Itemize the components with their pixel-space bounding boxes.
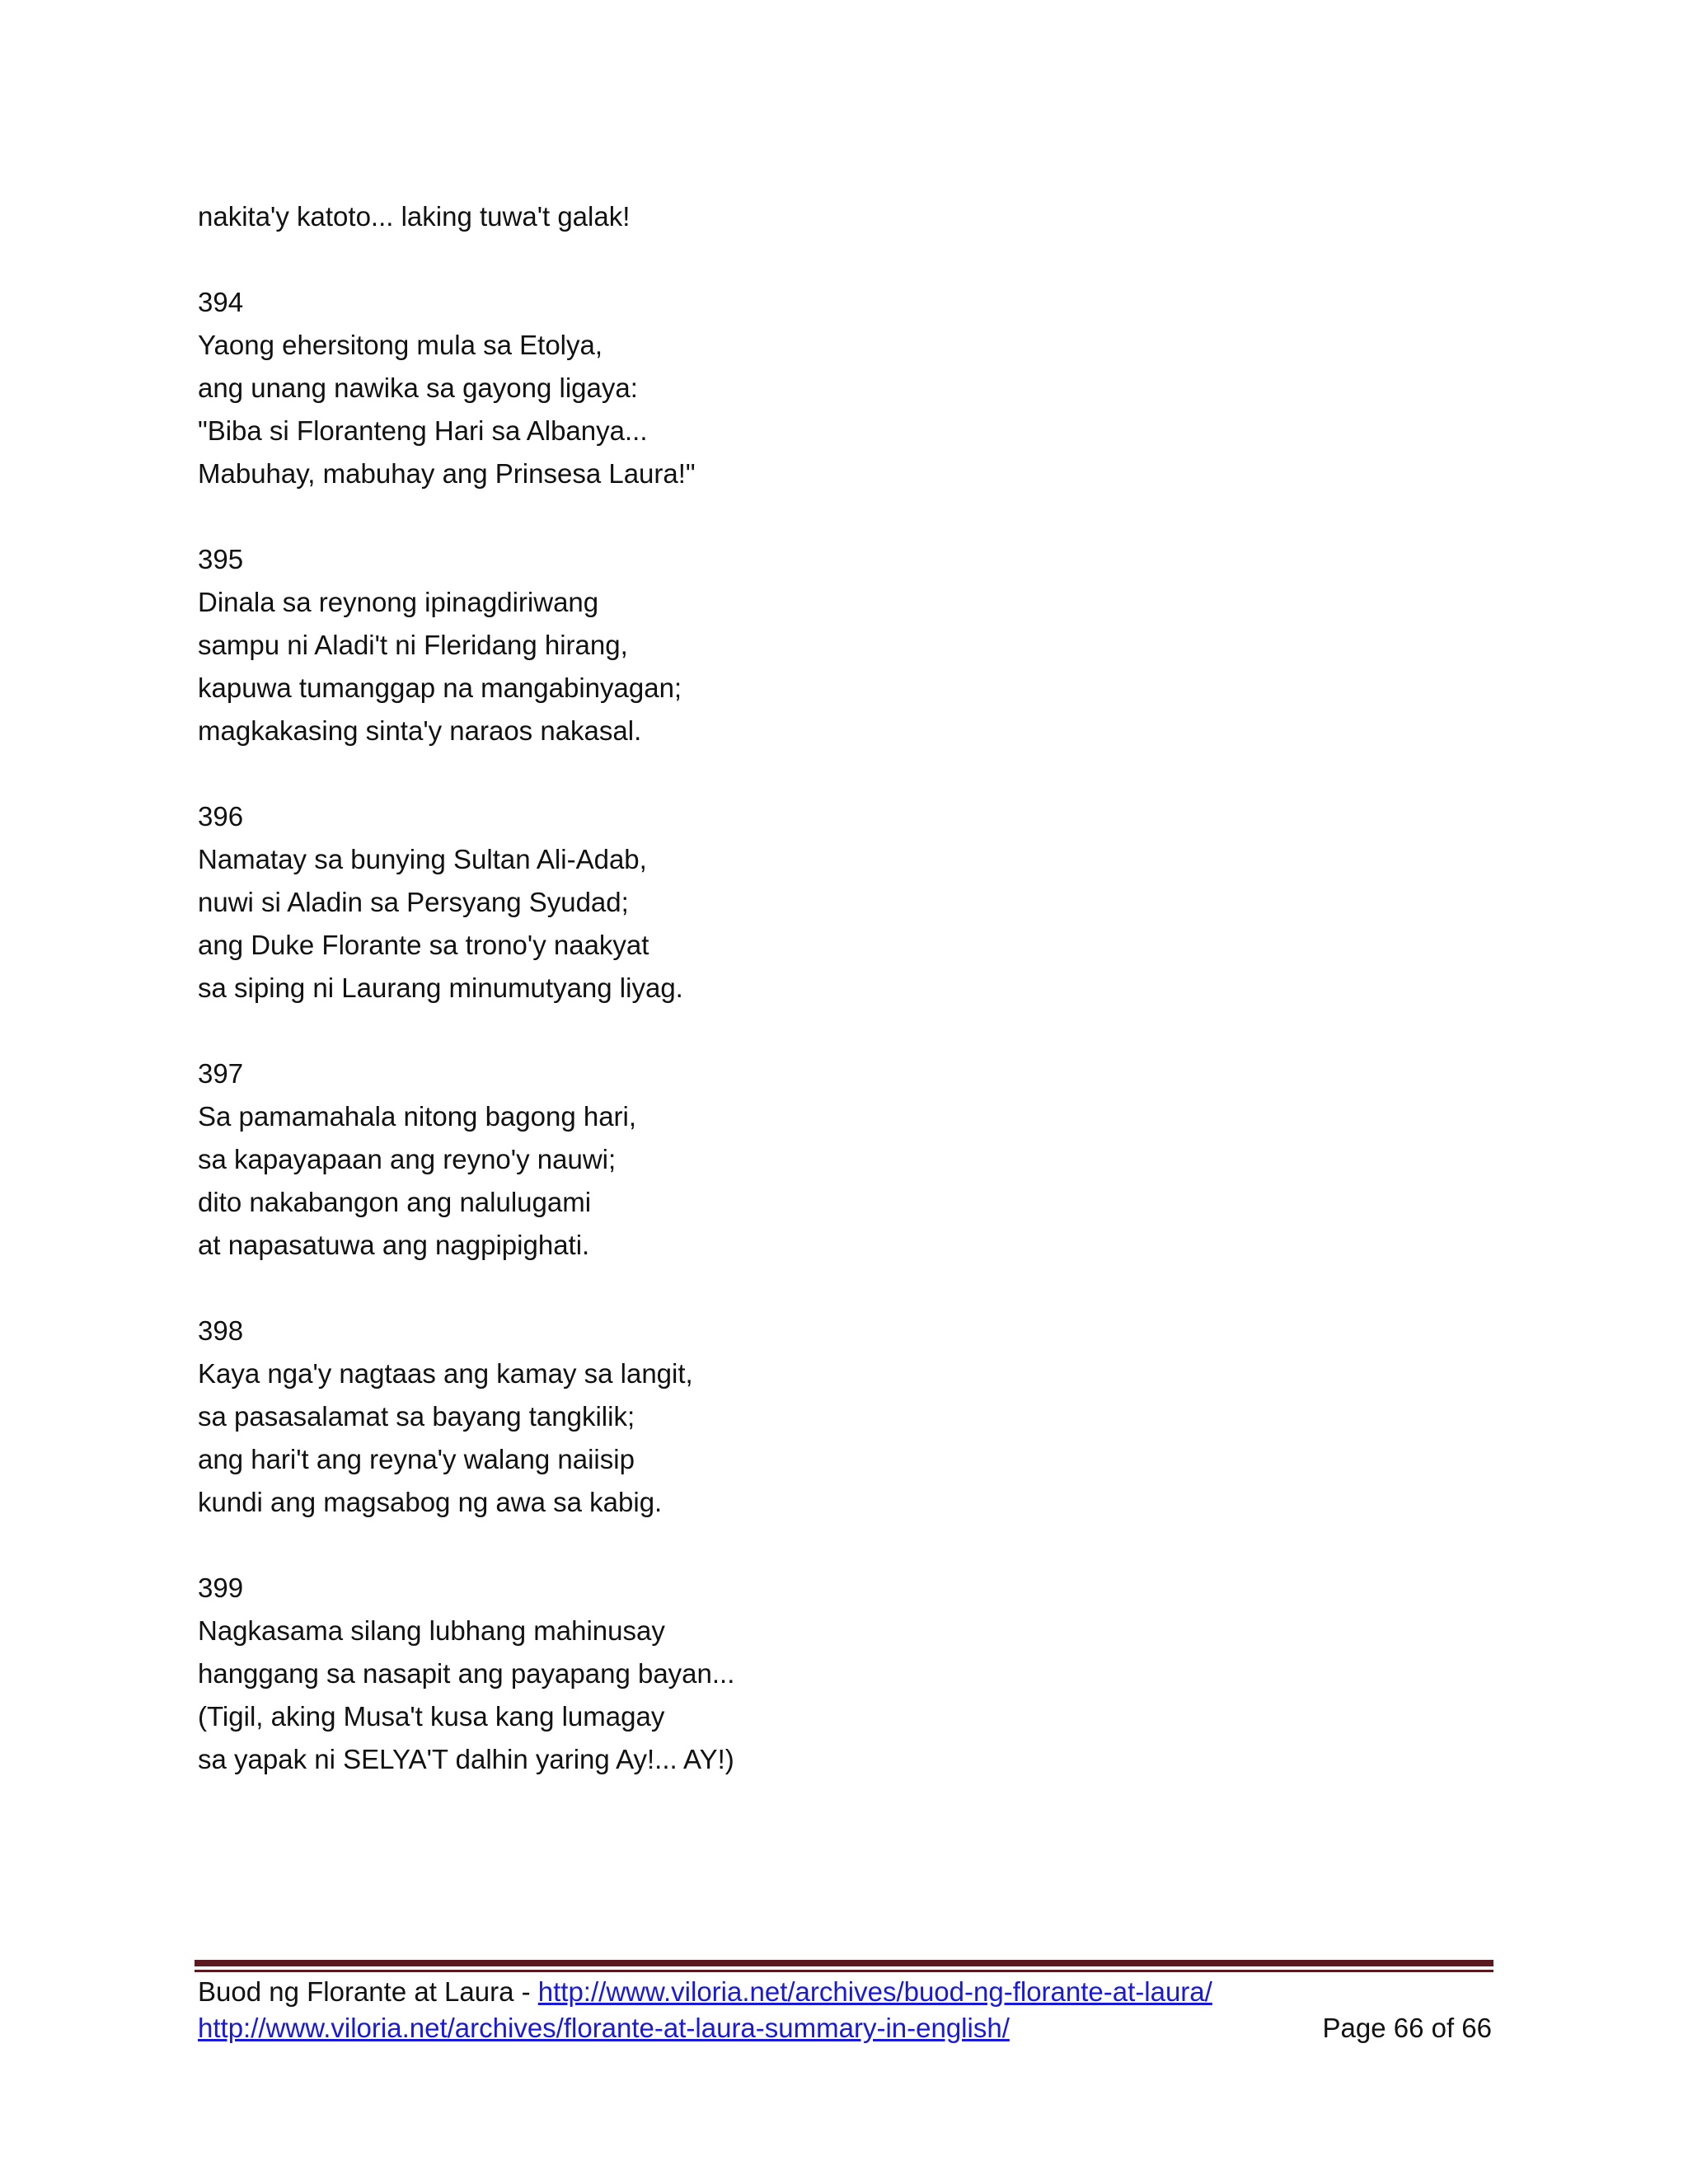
verse-line: kundi ang magsabog ng awa sa kabig.: [198, 1487, 663, 1517]
verse-line: ang hari't ang reyna'y walang naiisip: [198, 1444, 635, 1474]
verse-line: sa pasasalamat sa bayang tangkilik;: [198, 1401, 635, 1432]
stanza: [198, 1567, 1484, 1781]
verse-line: nuwi si Aladin sa Persyang Syudad;: [198, 887, 629, 917]
verse-line: Namatay sa bunying Sultan Ali-Adab,: [198, 844, 647, 874]
stanza: [198, 538, 1484, 752]
stanza-number: 399: [198, 1572, 244, 1603]
stanza-number: 394: [198, 287, 244, 317]
stanza: [198, 1310, 1484, 1524]
verse-line: Mabuhay, mabuhay ang Prinsesa Laura!": [198, 458, 696, 489]
footer-link-buod[interactable]: http://www.viloria.net/archives/buod-ng-florante-at-laura/: [537, 1976, 1212, 2007]
footer-link-summary-english[interactable]: http://www.viloria.net/archives/florante-at-laura-summary-in-english/: [198, 2013, 1010, 2043]
verse-line: Nagkasama silang lubhang mahinusay: [198, 1615, 665, 1646]
stanza: [198, 795, 1484, 1010]
footer-row-2: [198, 2010, 1492, 2046]
verse-line: sa siping ni Laurang minumutyang liyag.: [198, 972, 683, 1003]
verse-line: at napasatuwa ang nagpipighati.: [198, 1230, 590, 1260]
verse-line: Dinala sa reynong ipinagdiriwang: [198, 587, 599, 617]
footer-divider-thick: [195, 1960, 1493, 1966]
verse-line: dito nakabangon ang nalulugami: [198, 1187, 592, 1217]
verse-line: hanggang sa nasapit ang payapang bayan...: [198, 1658, 735, 1689]
opening-line: nakita'y katoto... laking tuwa't galak!: [198, 201, 631, 232]
verse-line: sa yapak ni SELYA'T dalhin yaring Ay!... AY!): [198, 1744, 734, 1774]
verse-line: Yaong ehersitong mula sa Etolya,: [198, 330, 603, 360]
verse-line: kapuwa tumanggap na mangabinyagan;: [198, 673, 682, 703]
stanza-number: 396: [198, 801, 244, 832]
verse-line: magkakasing sinta'y naraos nakasal.: [198, 715, 642, 746]
page-number: Page 66 of 66: [1322, 2013, 1492, 2043]
footer-title: Buod ng Florante at Laura -: [198, 1976, 538, 2007]
verse-line: (Tigil, aking Musa't kusa kang lumagay: [198, 1701, 665, 1732]
page-footer: [198, 1974, 1492, 2046]
stanza-number: 398: [198, 1315, 244, 1346]
verse-line: sampu ni Aladi't ni Fleridang hirang,: [198, 630, 628, 660]
stanza-number: 395: [198, 544, 244, 574]
footer-row-1: [198, 1974, 1492, 2010]
footer-divider-thin: [195, 1970, 1493, 1972]
verse-line: Sa pamamahala nitong bagong hari,: [198, 1101, 637, 1132]
poem-body: [198, 195, 1484, 1781]
stanza-number: 397: [198, 1058, 244, 1089]
verse-line: ang Duke Florante sa trono'y naakyat: [198, 930, 649, 960]
stanza: [198, 281, 1484, 495]
verse-line: sa kapayapaan ang reyno'y nauwi;: [198, 1144, 617, 1174]
verse-line: Kaya nga'y nagtaas ang kamay sa langit,: [198, 1358, 693, 1389]
verse-line: ang unang nawika sa gayong ligaya:: [198, 373, 638, 403]
stanza: [198, 1052, 1484, 1267]
verse-line: "Biba si Floranteng Hari sa Albanya...: [198, 415, 648, 446]
